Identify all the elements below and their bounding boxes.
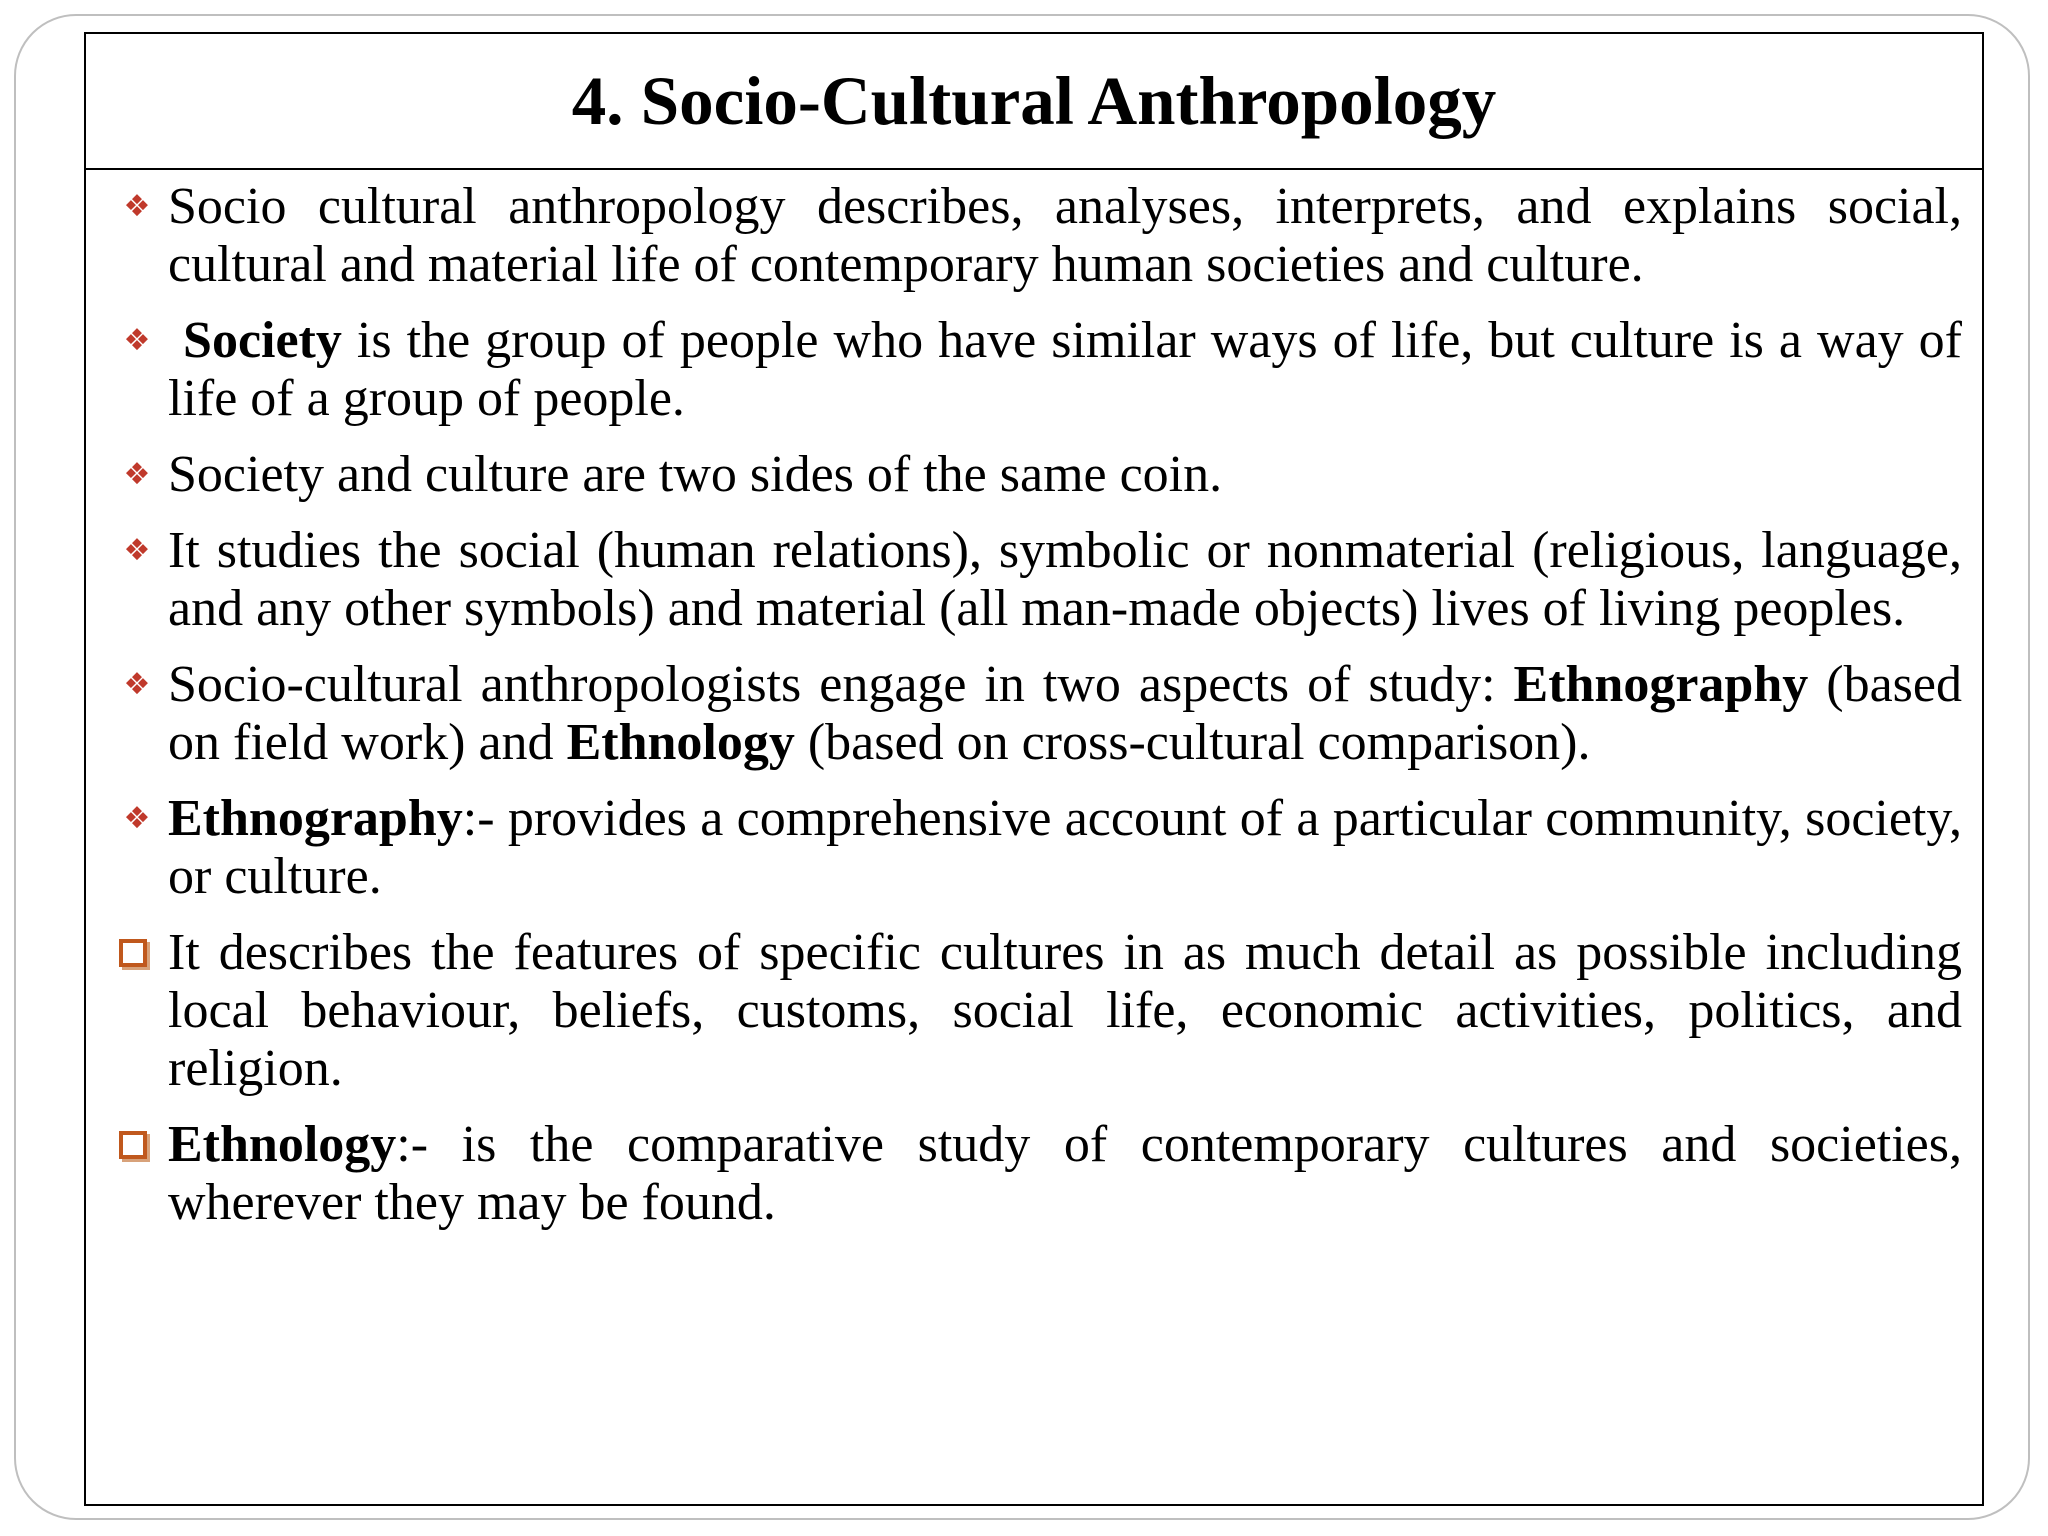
- bold-term: Ethnology: [168, 1116, 397, 1173]
- list-item: [106, 1116, 1962, 1232]
- bullet-text: It studies the social (human relations), symbolic or nonmaterial (religious, language, and any other symbols) and material (all man-made objects) lives of living peoples.: [168, 522, 1962, 637]
- bullet-text: [168, 790, 1962, 906]
- bullet-text-part: :- provides a comprehensive account of a particular community, society, or culture.: [168, 790, 1962, 905]
- bold-term: Ethnography: [168, 790, 463, 847]
- diamond-icon: ❖: [123, 189, 151, 224]
- list-item: [106, 178, 1962, 294]
- bold-term: Ethnology: [566, 714, 795, 771]
- bold-term: Society: [183, 312, 342, 369]
- list-item: [106, 656, 1962, 772]
- bullet-text: It describes the features of specific cultures in as much detail as possible including local behaviour, beliefs, customs, social life, economic activities, politics, and religion.: [168, 924, 1962, 1097]
- square-icon: [106, 1116, 168, 1174]
- bullet-text-part: :- is the comparative study of contemporary cultures and societies, wherever they may be found.: [168, 1116, 1962, 1231]
- bullet-text: Society and culture are two sides of the same coin.: [168, 446, 1223, 503]
- diamond-icon: ❖: [123, 533, 151, 568]
- list-item: [106, 446, 1962, 504]
- bullet-list: [86, 170, 1982, 1232]
- content-box: [84, 32, 1984, 1506]
- diamond-icon: ❖: [123, 801, 151, 836]
- square-icon: [106, 924, 168, 982]
- diamond-icon: ❖: [123, 667, 151, 702]
- diamond-icon: ❖: [123, 457, 151, 492]
- list-item: [106, 522, 1962, 638]
- bullet-text-part: (based on cross-cultural comparison).: [794, 714, 1591, 771]
- list-item: [106, 924, 1962, 1098]
- bold-term: Ethnography: [1513, 656, 1809, 713]
- slide-frame: [14, 14, 2030, 1520]
- slide-title: 4. Socio-Cultural Anthropology: [571, 62, 1497, 139]
- bullet-text-part: (based on field work) and: [168, 656, 1962, 771]
- bullet-text-part: is the group of people who have similar ways of life, but culture is a way of life of a group of people.: [168, 312, 1962, 427]
- diamond-icon: ❖: [123, 323, 151, 358]
- bullet-text: [168, 1116, 1962, 1232]
- list-item: [106, 312, 1962, 428]
- bullet-text: [168, 312, 1962, 428]
- list-item: [106, 790, 1962, 906]
- bullet-text: [168, 656, 1962, 772]
- bullet-text-part: Socio-cultural anthropologists engage in two aspects of study:: [168, 656, 1514, 713]
- title-bar: [86, 34, 1982, 170]
- bullet-text: Socio cultural anthropology describes, analyses, interprets, and explains social, cultural and material life of contemporary human societies and culture.: [168, 178, 1962, 293]
